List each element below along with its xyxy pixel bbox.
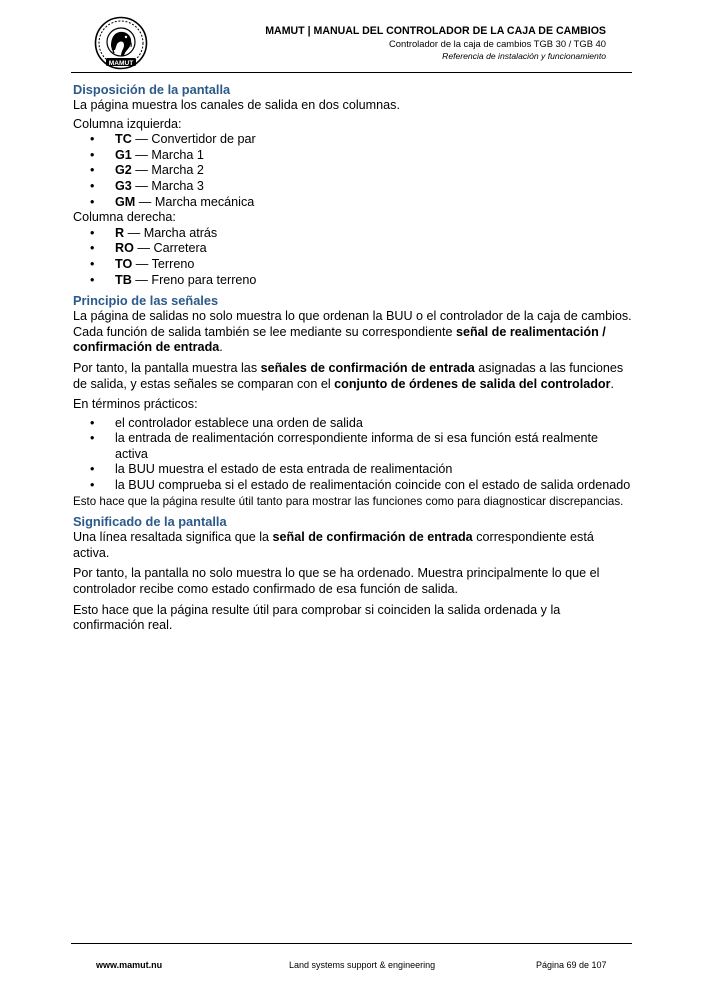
header-divider [71, 72, 632, 73]
footer-website: www.mamut.nu [96, 960, 163, 970]
footer-tagline: Land systems support & engineering [289, 960, 436, 970]
section-heading-meaning: Significado de la pantalla [73, 514, 227, 530]
left-column-label: Columna izquierda: [73, 116, 182, 131]
left-column-list [73, 132, 633, 210]
principle-note: Esto hace que la página resulte útil tanto para mostrar las funciones como para diagnosticar discrepancias. [73, 494, 624, 508]
document-title: MAMUT | MANUAL DEL CONTROLADOR DE LA CAJA DE CAMBIOS [265, 25, 606, 37]
svg-text:MAMUT: MAMUT [108, 59, 134, 67]
list-item: • TC — Convertidor de par [73, 132, 633, 148]
principle-paragraph-3: En términos prácticos: [73, 397, 198, 412]
mamut-logo [94, 16, 148, 70]
list-item: • la BUU comprueba si el estado de realimentación coincide con el estado de salida ordenado [73, 478, 633, 494]
footer-page-number: Página 69 de 107 [536, 960, 607, 970]
list-item: • G2 — Marcha 2 [73, 163, 633, 179]
list-item: • RO — Carretera [73, 241, 633, 257]
list-item: • TB — Freno para terreno [73, 273, 633, 289]
document-subtitle: Controlador de la caja de cambios TGB 30 / TGB 40 [389, 38, 606, 49]
document-reference: Referencia de instalación y funcionamiento [442, 51, 606, 61]
right-column-label: Columna derecha: [73, 210, 176, 225]
section-heading-principle: Principio de las señales [73, 293, 219, 309]
footer-divider [71, 943, 632, 944]
list-item: • el controlador establece una orden de salida [73, 416, 633, 432]
principle-paragraph-1: La página de salidas no solo muestra lo que ordenan la BUU o el controlador de la caja de cambios. Cada función de salida también se lee mediante su correspondiente señal de realimentación / confirmación de entrada. [73, 309, 632, 355]
principle-paragraph-2: Por tanto, la pantalla muestra las señales de confirmación de entrada asignadas a las funciones de salida, y estas señales se comparan con el conjunto de órdenes de salida del controlador. [73, 360, 624, 391]
list-item: • la entrada de realimentación correspondiente informa de si esa función está realmente activa [73, 431, 633, 462]
practical-steps-list [73, 416, 633, 494]
list-item: • G1 — Marcha 1 [73, 148, 633, 164]
meaning-paragraph-1: Una línea resaltada significa que la señal de confirmación de entrada correspondiente está activa. [73, 530, 594, 560]
meaning-paragraph-3: Esto hace que la página resulte útil para comprobar si coinciden la salida ordenada y la confirmación real. [73, 602, 561, 633]
right-column-list [73, 226, 633, 288]
layout-intro: La página muestra los canales de salida en dos columnas. [73, 98, 400, 112]
list-item: • TO — Terreno [73, 257, 633, 273]
list-item: • R — Marcha atrás [73, 226, 633, 242]
list-item: • G3 — Marcha 3 [73, 179, 633, 195]
list-item: • GM — Marcha mecánica [73, 195, 633, 211]
list-item: • la BUU muestra el estado de esta entrada de realimentación [73, 462, 633, 478]
meaning-paragraph-2: Por tanto, la pantalla no solo muestra lo que se ha ordenado. Muestra principalmente lo que el controlador recibe como estado confirmado de esa función de salida. [73, 566, 600, 597]
page-content [73, 82, 633, 634]
page-header [265, 24, 606, 62]
section-heading-layout: Disposición de la pantalla [73, 82, 231, 97]
